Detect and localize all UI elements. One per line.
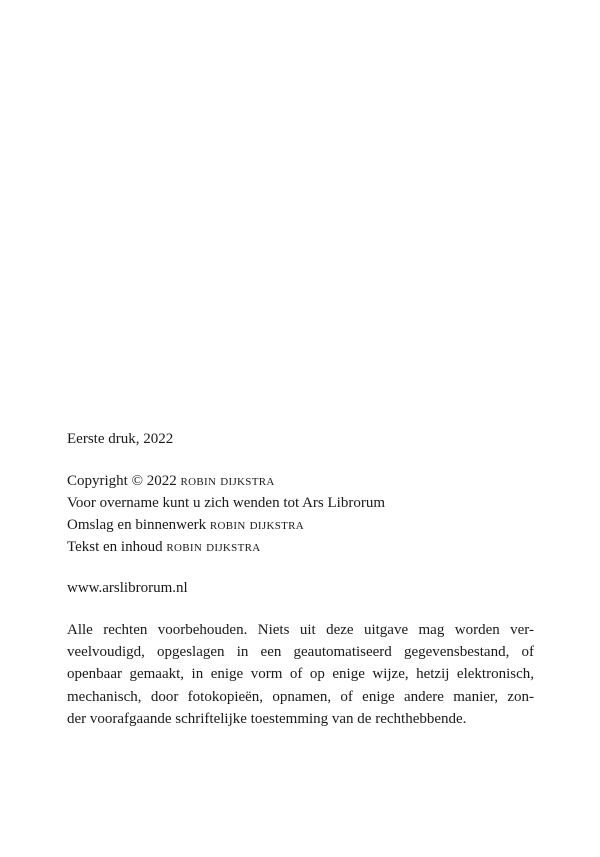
cover-credit-label: Omslag en binnenwerk [67, 517, 207, 533]
colophon-block [67, 428, 534, 730]
rights-line: mechanisch, door fotokopieën, opnamen, of enige andere manier, zon- [67, 688, 534, 705]
website-url: www.arslibrorum.nl [67, 580, 188, 596]
cover-credit-line [67, 514, 534, 536]
text-credit-label: Tekst en inhoud [67, 539, 163, 555]
text-credit-line [67, 536, 534, 558]
spacer [67, 558, 534, 577]
edition-line: Eerste druk, 2022 [67, 431, 174, 447]
credits-block [67, 470, 534, 558]
text-credit-name: robin dijkstra [166, 539, 261, 555]
rights-line: veelvoudigd, opgeslagen in een geautomatiseerd gegevensbestand, of [67, 644, 534, 661]
spacer [67, 450, 534, 470]
copyright-holder: robin dijkstra [180, 473, 275, 489]
copyright-prefix: Copyright © 2022 [67, 473, 177, 489]
rights-statement [67, 619, 534, 730]
cover-credit-name: robin dijkstra [209, 517, 305, 533]
spacer [67, 599, 534, 619]
copyright-line [67, 470, 534, 492]
rights-line: der voorafgaande schriftelijke toestemming van de rechthebbende. [67, 710, 467, 727]
rights-line: Alle rechten voorbehouden. Niets uit deze uitgave mag worden ver- [67, 622, 534, 638]
rights-line: openbaar gemaakt, in enige vorm of op enige wijze, hetzij elektronisch, [67, 666, 534, 683]
reprint-notice: Voor overname kunt u zich wenden tot Ars Librorum [67, 495, 385, 511]
